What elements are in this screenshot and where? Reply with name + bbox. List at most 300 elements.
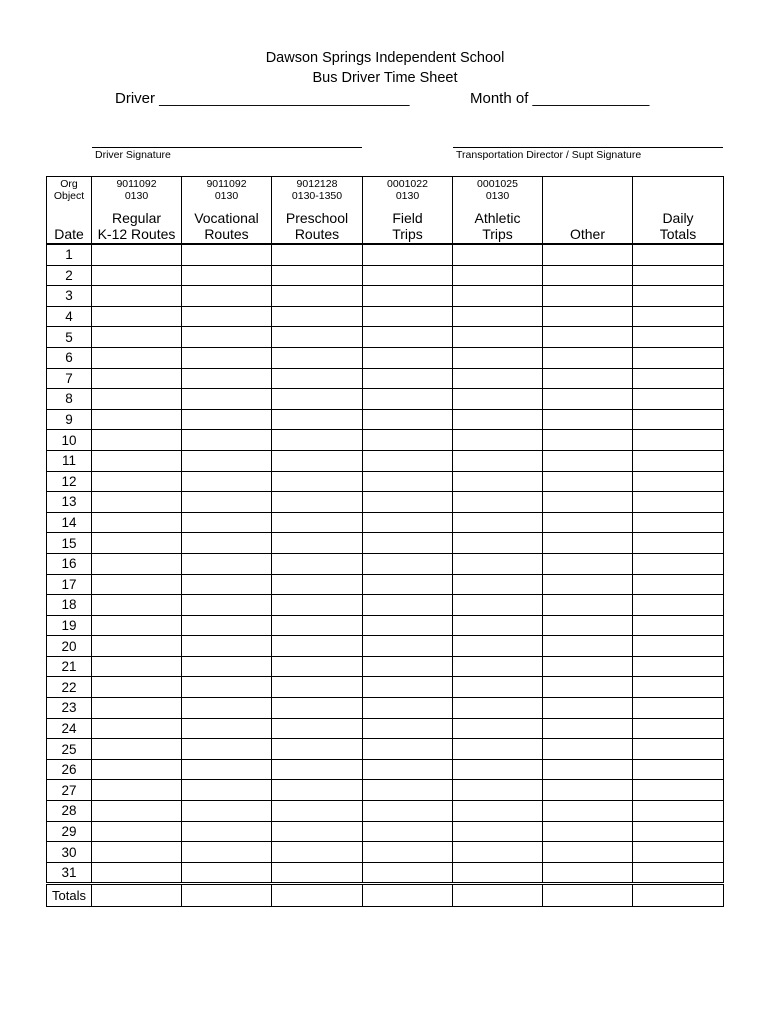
hours-cell[interactable] (633, 677, 724, 698)
column-header-line2: K-12 Routes (97, 226, 176, 242)
hours-cell[interactable] (182, 636, 272, 657)
hours-cell[interactable] (92, 347, 182, 368)
hours-cell[interactable] (272, 553, 363, 574)
hours-cell[interactable] (92, 244, 182, 265)
hours-cell[interactable] (453, 286, 543, 307)
hours-cell[interactable] (92, 286, 182, 307)
hours-cell[interactable] (182, 492, 272, 513)
hours-cell[interactable] (633, 801, 724, 822)
totals-row (47, 884, 724, 907)
hours-cell[interactable] (272, 739, 363, 760)
hours-cell[interactable] (272, 862, 363, 884)
hours-cell[interactable] (543, 595, 633, 616)
hours-cell[interactable] (92, 718, 182, 739)
hours-cell[interactable] (272, 533, 363, 554)
hours-cell[interactable] (363, 471, 453, 492)
hours-cell[interactable] (92, 409, 182, 430)
day-number: 31 (47, 862, 92, 884)
hours-cell[interactable] (363, 718, 453, 739)
hours-cell[interactable] (363, 759, 453, 780)
hours-cell[interactable] (182, 244, 272, 265)
hours-cell[interactable] (272, 698, 363, 719)
hours-cell[interactable] (453, 347, 543, 368)
driver-signature-line[interactable] (92, 147, 362, 148)
column-code-cell (543, 177, 633, 207)
hours-cell[interactable] (272, 780, 363, 801)
hours-cell[interactable] (363, 306, 453, 327)
hours-cell[interactable] (182, 430, 272, 451)
hours-cell[interactable] (453, 759, 543, 780)
day-number: 22 (47, 677, 92, 698)
hours-cell[interactable] (182, 347, 272, 368)
total-cell[interactable] (92, 884, 182, 907)
hours-cell[interactable] (363, 450, 453, 471)
hours-cell[interactable] (453, 780, 543, 801)
day-number: 8 (47, 389, 92, 410)
hours-cell[interactable] (363, 739, 453, 760)
day-number: 21 (47, 656, 92, 677)
hours-cell[interactable] (363, 389, 453, 410)
hours-cell[interactable] (633, 471, 724, 492)
hours-cell[interactable] (92, 389, 182, 410)
day-row (47, 842, 724, 863)
hours-cell[interactable] (272, 286, 363, 307)
object-code: 0130 (124, 190, 149, 202)
hours-cell[interactable] (543, 739, 633, 760)
hours-cell[interactable] (182, 595, 272, 616)
hours-cell[interactable] (633, 244, 724, 265)
director-signature-label: Transportation Director / Supt Signature (456, 149, 642, 161)
day-row (47, 471, 724, 492)
hours-cell[interactable] (272, 409, 363, 430)
day-number: 9 (47, 409, 92, 430)
day-number: 29 (47, 821, 92, 842)
day-row (47, 492, 724, 513)
hours-cell[interactable] (182, 677, 272, 698)
hours-cell[interactable] (543, 306, 633, 327)
day-row (47, 553, 724, 574)
hours-cell[interactable] (633, 368, 724, 389)
column-header (92, 206, 182, 244)
hours-cell[interactable] (633, 450, 724, 471)
day-number: 2 (47, 265, 92, 286)
hours-cell[interactable] (543, 492, 633, 513)
hours-cell[interactable] (363, 368, 453, 389)
hours-cell[interactable] (543, 244, 633, 265)
day-number: 14 (47, 512, 92, 533)
hours-cell[interactable] (363, 553, 453, 574)
day-number: 16 (47, 553, 92, 574)
hours-cell[interactable] (182, 780, 272, 801)
hours-cell[interactable] (182, 286, 272, 307)
hours-cell[interactable] (92, 677, 182, 698)
day-row (47, 801, 724, 822)
hours-cell[interactable] (453, 615, 543, 636)
hours-cell[interactable] (363, 842, 453, 863)
hours-cell[interactable] (543, 759, 633, 780)
hours-cell[interactable] (453, 595, 543, 616)
label-row (47, 206, 724, 244)
hours-cell[interactable] (543, 553, 633, 574)
hours-cell[interactable] (453, 265, 543, 286)
hours-cell[interactable] (543, 615, 633, 636)
hours-cell[interactable] (272, 389, 363, 410)
day-number: 1 (47, 244, 92, 265)
hours-cell[interactable] (453, 574, 543, 595)
hours-cell[interactable] (92, 842, 182, 863)
hours-cell[interactable] (543, 368, 633, 389)
hours-cell[interactable] (543, 801, 633, 822)
day-number: 5 (47, 327, 92, 348)
column-header (543, 206, 633, 244)
day-number: 19 (47, 615, 92, 636)
hours-cell[interactable] (453, 327, 543, 348)
hours-cell[interactable] (453, 842, 543, 863)
column-code-cell (272, 177, 363, 207)
hours-cell[interactable] (633, 430, 724, 451)
day-number: 17 (47, 574, 92, 595)
total-cell[interactable] (182, 884, 272, 907)
hours-cell[interactable] (453, 409, 543, 430)
total-cell[interactable] (272, 884, 363, 907)
hours-cell[interactable] (182, 368, 272, 389)
column-header-line2: Routes (204, 226, 249, 242)
hours-cell[interactable] (92, 821, 182, 842)
hours-cell[interactable] (633, 574, 724, 595)
hours-cell[interactable] (182, 718, 272, 739)
hours-cell[interactable] (363, 533, 453, 554)
hours-cell[interactable] (633, 327, 724, 348)
hours-cell[interactable] (453, 306, 543, 327)
hours-cell[interactable] (633, 389, 724, 410)
hours-cell[interactable] (182, 574, 272, 595)
hours-cell[interactable] (92, 759, 182, 780)
hours-cell[interactable] (363, 801, 453, 822)
hours-cell[interactable] (363, 677, 453, 698)
day-row (47, 306, 724, 327)
hours-cell[interactable] (272, 450, 363, 471)
hours-cell[interactable] (182, 842, 272, 863)
hours-cell[interactable] (182, 389, 272, 410)
hours-cell[interactable] (543, 327, 633, 348)
day-number: 24 (47, 718, 92, 739)
driver-field[interactable]: Driver ______________________________ (115, 90, 410, 107)
day-number: 23 (47, 698, 92, 719)
hours-cell[interactable] (453, 821, 543, 842)
column-code-cell (92, 177, 182, 207)
hours-cell[interactable] (363, 615, 453, 636)
hours-cell[interactable] (363, 698, 453, 719)
object-code: 0130 (485, 190, 510, 202)
hours-cell[interactable] (543, 780, 633, 801)
month-field[interactable]: Month of ______________ (470, 90, 650, 107)
hours-cell[interactable] (182, 801, 272, 822)
hours-cell[interactable] (633, 821, 724, 842)
hours-cell[interactable] (543, 574, 633, 595)
hours-cell[interactable] (543, 636, 633, 657)
hours-cell[interactable] (182, 306, 272, 327)
hours-cell[interactable] (182, 698, 272, 719)
hours-cell[interactable] (453, 533, 543, 554)
hours-cell[interactable] (453, 430, 543, 451)
hours-cell[interactable] (182, 327, 272, 348)
hours-cell[interactable] (453, 512, 543, 533)
hours-cell[interactable] (92, 430, 182, 451)
org-object-cell (47, 177, 92, 207)
hours-cell[interactable] (272, 759, 363, 780)
hours-cell[interactable] (453, 677, 543, 698)
hours-cell[interactable] (543, 677, 633, 698)
hours-cell[interactable] (363, 347, 453, 368)
hours-cell[interactable] (633, 759, 724, 780)
column-header (272, 206, 363, 244)
hours-cell[interactable] (453, 739, 543, 760)
hours-cell[interactable] (182, 265, 272, 286)
hours-cell[interactable] (272, 512, 363, 533)
hours-cell[interactable] (543, 821, 633, 842)
column-header (453, 206, 543, 244)
column-header-line2: Trips (392, 226, 423, 242)
hours-cell[interactable] (272, 306, 363, 327)
org-code: 0001025 (477, 178, 518, 190)
hours-cell[interactable] (363, 265, 453, 286)
hours-cell[interactable] (363, 492, 453, 513)
totals-label: Totals (47, 884, 92, 907)
hours-cell[interactable] (272, 347, 363, 368)
hours-cell[interactable] (92, 553, 182, 574)
hours-cell[interactable] (182, 615, 272, 636)
hours-cell[interactable] (453, 698, 543, 719)
hours-cell[interactable] (272, 574, 363, 595)
hours-cell[interactable] (543, 389, 633, 410)
hours-cell[interactable] (363, 862, 453, 884)
hours-cell[interactable] (633, 595, 724, 616)
hours-cell[interactable] (543, 265, 633, 286)
hours-cell[interactable] (92, 698, 182, 719)
day-number: 4 (47, 306, 92, 327)
hours-cell[interactable] (272, 471, 363, 492)
hours-cell[interactable] (633, 615, 724, 636)
date-header: Date (47, 206, 92, 244)
day-row (47, 821, 724, 842)
column-code-cell (453, 177, 543, 207)
hours-cell[interactable] (633, 512, 724, 533)
hours-cell[interactable] (633, 656, 724, 677)
hours-cell[interactable] (633, 636, 724, 657)
hours-cell[interactable] (272, 718, 363, 739)
day-row (47, 389, 724, 410)
hours-cell[interactable] (453, 450, 543, 471)
hours-cell[interactable] (92, 471, 182, 492)
column-header-line1: Preschool (285, 210, 349, 226)
day-number: 15 (47, 533, 92, 554)
hours-cell[interactable] (92, 862, 182, 884)
hours-cell[interactable] (92, 533, 182, 554)
hours-cell[interactable] (633, 409, 724, 430)
hours-cell[interactable] (272, 677, 363, 698)
hours-cell[interactable] (363, 780, 453, 801)
day-number: 10 (47, 430, 92, 451)
director-signature-line[interactable] (453, 147, 723, 148)
hours-cell[interactable] (543, 450, 633, 471)
hours-cell[interactable] (363, 656, 453, 677)
hours-cell[interactable] (272, 801, 363, 822)
hours-cell[interactable] (363, 636, 453, 657)
hours-cell[interactable] (543, 698, 633, 719)
day-row (47, 512, 724, 533)
hours-cell[interactable] (272, 636, 363, 657)
hours-cell[interactable] (633, 718, 724, 739)
hours-cell[interactable] (272, 265, 363, 286)
hours-cell[interactable] (182, 533, 272, 554)
hours-cell[interactable] (363, 595, 453, 616)
day-row (47, 780, 724, 801)
hours-cell[interactable] (453, 553, 543, 574)
hours-cell[interactable] (453, 389, 543, 410)
hours-cell[interactable] (92, 739, 182, 760)
hours-cell[interactable] (182, 862, 272, 884)
hours-cell[interactable] (543, 842, 633, 863)
hours-cell[interactable] (182, 739, 272, 760)
hours-cell[interactable] (543, 471, 633, 492)
day-number: 18 (47, 595, 92, 616)
hours-cell[interactable] (92, 265, 182, 286)
object-code: 0130-1350 (291, 190, 343, 202)
hours-cell[interactable] (272, 821, 363, 842)
hours-cell[interactable] (633, 306, 724, 327)
hours-cell[interactable] (182, 512, 272, 533)
day-row (47, 595, 724, 616)
hours-cell[interactable] (182, 759, 272, 780)
hours-cell[interactable] (363, 512, 453, 533)
column-header-line2: Trips (482, 226, 513, 242)
hours-cell[interactable] (543, 862, 633, 884)
hours-cell[interactable] (92, 306, 182, 327)
hours-cell[interactable] (633, 492, 724, 513)
column-header-line2: Routes (294, 226, 340, 242)
hours-cell[interactable] (453, 801, 543, 822)
hours-cell[interactable] (92, 327, 182, 348)
hours-cell[interactable] (363, 244, 453, 265)
hours-cell[interactable] (543, 286, 633, 307)
day-row (47, 533, 724, 554)
hours-cell[interactable] (633, 347, 724, 368)
hours-cell[interactable] (272, 656, 363, 677)
hours-cell[interactable] (92, 595, 182, 616)
column-header-line1: Field (392, 210, 423, 226)
hours-cell[interactable] (272, 492, 363, 513)
hours-cell[interactable] (272, 615, 363, 636)
hours-cell[interactable] (453, 636, 543, 657)
total-cell[interactable] (633, 884, 724, 907)
column-header-line1: Athletic (474, 210, 521, 226)
hours-cell[interactable] (92, 368, 182, 389)
object-code: 0130 (395, 190, 420, 202)
hours-cell[interactable] (92, 656, 182, 677)
hours-cell[interactable] (453, 656, 543, 677)
hours-cell[interactable] (453, 368, 543, 389)
object-code: 0130 (214, 190, 239, 202)
hours-cell[interactable] (182, 409, 272, 430)
hours-cell[interactable] (633, 265, 724, 286)
hours-cell[interactable] (363, 574, 453, 595)
day-row (47, 265, 724, 286)
day-number: 12 (47, 471, 92, 492)
hours-cell[interactable] (453, 492, 543, 513)
hours-cell[interactable] (92, 450, 182, 471)
hours-cell[interactable] (272, 368, 363, 389)
total-cell[interactable] (543, 884, 633, 907)
hours-cell[interactable] (543, 512, 633, 533)
hours-cell[interactable] (633, 862, 724, 884)
hours-cell[interactable] (92, 574, 182, 595)
hours-cell[interactable] (453, 471, 543, 492)
hours-cell[interactable] (363, 409, 453, 430)
hours-cell[interactable] (543, 656, 633, 677)
day-number: 6 (47, 347, 92, 368)
day-number: 27 (47, 780, 92, 801)
hours-cell[interactable] (182, 553, 272, 574)
hours-cell[interactable] (182, 821, 272, 842)
hours-cell[interactable] (453, 244, 543, 265)
hours-cell[interactable] (182, 471, 272, 492)
hours-cell[interactable] (633, 698, 724, 719)
day-number: 26 (47, 759, 92, 780)
org-code: 9011092 (116, 178, 157, 190)
day-number: 20 (47, 636, 92, 657)
hours-cell[interactable] (543, 718, 633, 739)
hours-cell[interactable] (92, 492, 182, 513)
hours-cell[interactable] (543, 430, 633, 451)
total-cell[interactable] (453, 884, 543, 907)
hours-cell[interactable] (92, 615, 182, 636)
hours-cell[interactable] (92, 512, 182, 533)
hours-cell[interactable] (633, 553, 724, 574)
hours-cell[interactable] (182, 450, 272, 471)
hours-cell[interactable] (363, 327, 453, 348)
hours-cell[interactable] (363, 430, 453, 451)
hours-cell[interactable] (92, 780, 182, 801)
org-code: 0001022 (387, 178, 428, 190)
hours-cell[interactable] (272, 595, 363, 616)
hours-cell[interactable] (633, 533, 724, 554)
hours-cell[interactable] (92, 801, 182, 822)
hours-cell[interactable] (633, 286, 724, 307)
hours-cell[interactable] (272, 430, 363, 451)
hours-cell[interactable] (543, 347, 633, 368)
hours-cell[interactable] (453, 862, 543, 884)
day-row (47, 718, 724, 739)
day-row (47, 327, 724, 348)
hours-cell[interactable] (543, 409, 633, 430)
hours-cell[interactable] (363, 821, 453, 842)
day-number: 28 (47, 801, 92, 822)
hours-cell[interactable] (272, 327, 363, 348)
hours-cell[interactable] (272, 244, 363, 265)
hours-cell[interactable] (272, 842, 363, 863)
total-cell[interactable] (363, 884, 453, 907)
hours-cell[interactable] (633, 842, 724, 863)
hours-cell[interactable] (543, 533, 633, 554)
sheet-title: Bus Driver Time Sheet (312, 70, 458, 86)
hours-cell[interactable] (182, 656, 272, 677)
day-row (47, 759, 724, 780)
hours-cell[interactable] (363, 286, 453, 307)
hours-cell[interactable] (92, 636, 182, 657)
hours-cell[interactable] (633, 780, 724, 801)
hours-cell[interactable] (453, 718, 543, 739)
hours-cell[interactable] (633, 739, 724, 760)
